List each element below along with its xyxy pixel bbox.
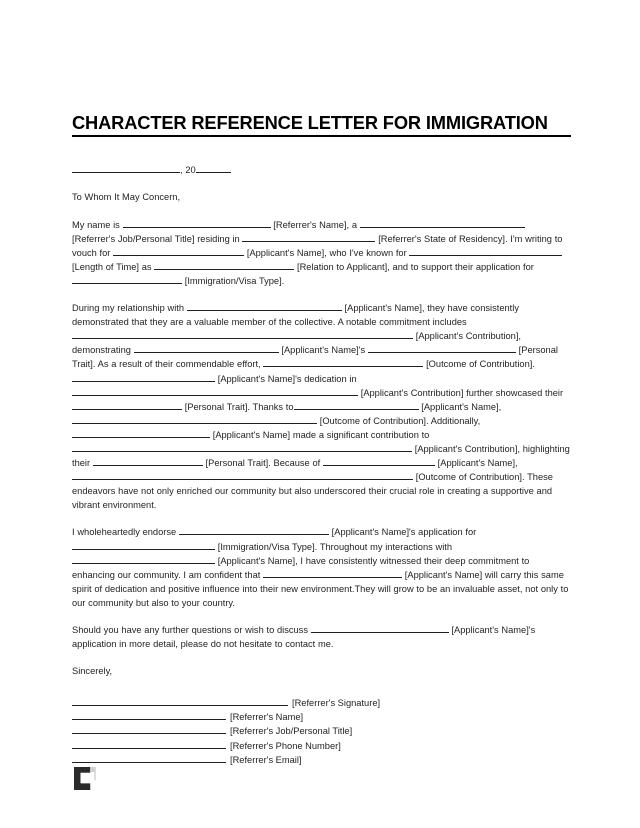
signature-row-email xyxy=(72,753,570,767)
paragraph-closing-contact xyxy=(72,623,570,651)
p3-text-5: [Applicant's Name] will carry this same spirit of dedication and positive influence into their new environment.They will grow to be an invaluable asset, not only to our community but also to your country. xyxy=(72,569,569,608)
blank-referrer-name[interactable] xyxy=(123,219,271,228)
spacer xyxy=(72,177,570,190)
p2-text-9: [Personal Trait]. Thanks to xyxy=(182,401,294,412)
p2-text-14: [Personal Trait]. Because of xyxy=(202,458,323,469)
year-blank[interactable] xyxy=(196,164,231,173)
paragraph-introduction xyxy=(72,218,570,288)
signature-label: [Referrer's Email] xyxy=(230,754,302,765)
salutation: To Whom It May Concern, xyxy=(72,192,181,203)
blank-applicant-name-9[interactable] xyxy=(72,555,215,564)
blank-referrer-state[interactable] xyxy=(242,233,375,242)
p2-text-4: [Applicant's Name]'s xyxy=(278,345,368,356)
blank-referrer-job-title-sig[interactable] xyxy=(72,724,226,734)
p2-text-6: [Outcome of Contribution]. xyxy=(423,359,535,370)
blank-referrer-signature[interactable] xyxy=(72,696,288,706)
p4-text-2: [Applicant's Name]'s application in more detail, please do not hesitate to contact me. xyxy=(72,625,536,650)
spacer xyxy=(72,205,570,218)
blank-applicant-name-1[interactable] xyxy=(113,247,244,256)
blank-applicant-name-8[interactable] xyxy=(179,526,329,535)
legal-templates-logo xyxy=(74,767,97,790)
blank-outcome-1[interactable] xyxy=(263,358,423,367)
blank-referrer-phone[interactable] xyxy=(72,739,226,749)
p1-text-2: [Referrer's Name], a xyxy=(270,219,360,230)
paragraph-endorsement xyxy=(72,525,570,610)
p4-text-1: Should you have any further questions or wish to discuss xyxy=(72,625,311,636)
p2-text-10: [Applicant's Name], xyxy=(418,401,502,412)
blank-visa-type-2[interactable] xyxy=(72,541,215,550)
signature-block xyxy=(72,696,570,766)
blank-contribution-1[interactable] xyxy=(72,330,413,339)
p1-text-8: [Immigration/Visa Type]. xyxy=(182,275,285,286)
p2-text-5: [Personal Trait]. As a result of their commendable effort, xyxy=(72,345,558,370)
blank-applicant-name-10[interactable] xyxy=(263,569,402,578)
signature-row-name xyxy=(72,710,570,724)
logo-icon xyxy=(74,767,97,790)
blank-outcome-2[interactable] xyxy=(72,415,317,424)
p2-text-16: [Outcome of Contribution]. These endeavors have not only enriched our community but also underscored their crucial role in creating a supportive and vibrant environment. xyxy=(72,472,553,511)
p1-text-3: [Referrer's Job/Personal Title] residing in xyxy=(72,233,243,244)
p1-text-5: [Applicant's Name], who I've known for xyxy=(244,247,410,258)
date-blank[interactable] xyxy=(72,164,180,173)
blank-applicant-name-4[interactable] xyxy=(72,373,215,382)
blank-contribution-2[interactable] xyxy=(72,387,358,396)
blank-applicant-name-5[interactable] xyxy=(294,401,419,410)
blank-applicant-name-11[interactable] xyxy=(311,624,449,633)
blank-relation-to-applicant[interactable] xyxy=(154,261,294,270)
blank-personal-trait-1[interactable] xyxy=(368,344,516,353)
p2-text-15: [Applicant's Name], xyxy=(434,458,518,469)
spacer xyxy=(72,288,570,301)
date-year-prefix: , 20 xyxy=(180,165,196,176)
blank-applicant-name-6[interactable] xyxy=(72,429,210,438)
closing-salutation: Sincerely, xyxy=(72,666,113,677)
p1-text-4: [Referrer's State of Residency]. I'm writing to vouch for xyxy=(72,233,563,258)
blank-referrer-email[interactable] xyxy=(72,753,226,763)
signature-label: [Referrer's Signature] xyxy=(292,698,381,709)
blank-visa-type-1[interactable] xyxy=(72,275,182,284)
date-line xyxy=(72,163,570,177)
spacer xyxy=(72,651,570,664)
p1-text-7: [Relation to Applicant], and to support their application for xyxy=(294,261,534,272)
document-content xyxy=(72,0,570,767)
p3-text-3: [Immigration/Visa Type]. Throughout my interactions with xyxy=(215,541,453,552)
signature-label: [Referrer's Job/Personal Title] xyxy=(230,726,353,737)
blank-personal-trait-3[interactable] xyxy=(93,457,203,466)
blank-personal-trait-2[interactable] xyxy=(72,401,182,410)
p3-text-1: I wholeheartedly endorse xyxy=(72,527,179,538)
p2-text-2: [Applicant's Name], they have consistently demonstrated that they are a valuable member of the collective. A notable commitment includes xyxy=(72,303,519,328)
p3-text-2: [Applicant's Name]'s application for xyxy=(328,527,477,538)
p2-text-3: [Applicant's Contribution], demonstrating xyxy=(72,331,522,356)
blank-applicant-name-7[interactable] xyxy=(323,457,435,466)
p2-text-1: During my relationship with xyxy=(72,303,187,314)
signature-row-signature xyxy=(72,696,570,710)
blank-referrer-name-sig[interactable] xyxy=(72,710,226,720)
p2-text-12: [Applicant's Name] made a significant contribution to xyxy=(210,429,430,440)
blank-referrer-job-title[interactable] xyxy=(360,219,525,228)
p2-text-11: [Outcome of Contribution]. Additionally, xyxy=(317,415,481,426)
blank-contribution-3[interactable] xyxy=(72,443,412,452)
p2-text-7: [Applicant's Name]'s dedication in xyxy=(215,373,357,384)
blank-applicant-name-3[interactable] xyxy=(134,344,279,353)
signature-label: [Referrer's Name] xyxy=(230,712,304,723)
p1-text-6: [Length of Time] as xyxy=(72,261,155,272)
spacer xyxy=(72,678,570,696)
signature-label: [Referrer's Phone Number] xyxy=(230,740,341,751)
p2-text-13: [Applicant's Contribution], highlighting their xyxy=(72,443,570,469)
blank-outcome-3[interactable] xyxy=(72,471,413,480)
paragraph-relationship xyxy=(72,301,570,512)
title-underline-rule xyxy=(72,135,571,137)
signature-row-job-title xyxy=(72,724,570,738)
signature-row-phone xyxy=(72,739,570,753)
spacer xyxy=(72,610,570,623)
spacer xyxy=(72,512,570,525)
p1-text-1: My name is xyxy=(72,219,123,230)
p2-text-8: [Applicant's Contribution] further showcased their xyxy=(358,387,564,398)
blank-length-of-time[interactable] xyxy=(409,247,562,256)
p3-text-4: [Applicant's Name], I have consistently witnessed their deep commitment to enhancing our community. I am confident that xyxy=(72,555,530,580)
blank-applicant-name-2[interactable] xyxy=(187,302,342,311)
page-title: CHARACTER REFERENCE LETTER FOR IMMIGRATION xyxy=(72,112,548,133)
